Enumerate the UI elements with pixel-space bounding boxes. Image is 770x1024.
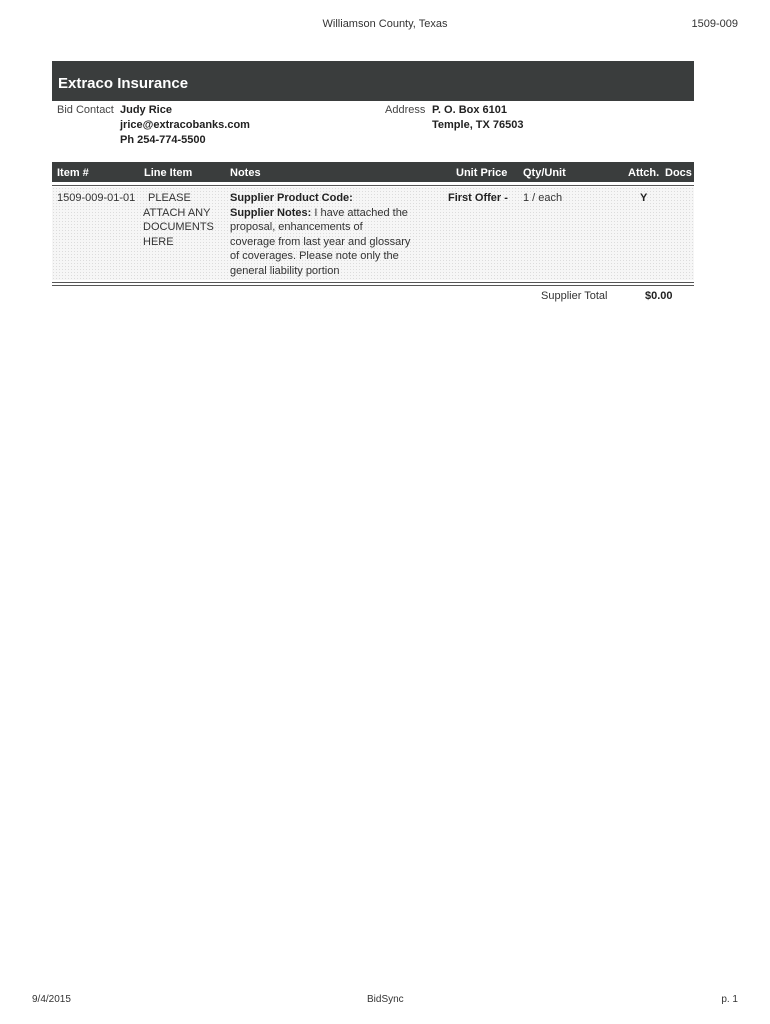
col-docs: Docs	[665, 167, 692, 179]
contact-phone: Ph 254-774-5500	[120, 134, 206, 146]
line-item-description	[143, 191, 214, 249]
footer-page-number: p. 1	[721, 994, 738, 1005]
col-item-number: Item #	[57, 167, 89, 179]
notes-text-1: I have attached the	[314, 206, 408, 219]
table-top-rule	[52, 185, 694, 186]
product-code-label: Supplier Product Code:	[230, 192, 353, 204]
address-info	[432, 103, 524, 133]
line-item-text-3: DOCUMENTS	[143, 221, 214, 234]
vendor-name: Extraco Insurance	[58, 75, 189, 92]
qty-unit: 1 / each	[523, 192, 563, 204]
col-notes: Notes	[230, 167, 261, 179]
supplier-total-value: $0.00	[645, 290, 673, 302]
contact-email: jrice@extracobanks.com	[120, 119, 250, 131]
contact-name: Judy Rice	[120, 104, 172, 116]
notes-text-2: proposal, enhancements of	[230, 221, 363, 234]
supplier-notes-label: Supplier Notes:	[230, 206, 312, 219]
col-line-item: Line Item	[144, 167, 193, 179]
table-bottom-rule-2	[52, 285, 694, 286]
line-item-text-2: ATTACH ANY	[143, 206, 211, 219]
supplier-total-label: Supplier Total	[541, 290, 608, 302]
attachment-flag: Y	[640, 192, 648, 204]
table-bottom-rule	[52, 282, 694, 283]
county-title: Williamson County, Texas	[322, 18, 448, 30]
document-number: 1509-009	[691, 18, 738, 30]
col-qty-unit: Qty/Unit	[523, 167, 566, 179]
unit-price: First Offer -	[448, 192, 508, 204]
supplier-notes	[230, 191, 410, 279]
notes-text-5: general liability portion	[230, 264, 340, 277]
item-number: 1509-009-01-01	[57, 192, 136, 204]
address-line2: Temple, TX 76503	[432, 119, 524, 131]
line-items-table-header	[52, 162, 694, 182]
address-line1: P. O. Box 6101	[432, 104, 508, 116]
col-unit-price: Unit Price	[456, 167, 508, 179]
footer-center: BidSync	[367, 994, 404, 1005]
vendor-banner	[52, 61, 694, 101]
bid-contact-info	[120, 103, 250, 148]
notes-text-4: of coverages. Please note only the	[230, 250, 399, 263]
bid-contact-label: Bid Contact	[57, 104, 114, 116]
line-item-text-1: PLEASE	[148, 192, 191, 204]
notes-text-3: coverage from last year and glossary	[230, 235, 411, 248]
col-attachments: Attch.	[628, 167, 660, 179]
line-item-text-4: HERE	[143, 235, 174, 248]
footer-date: 9/4/2015	[32, 994, 71, 1005]
address-label: Address	[385, 104, 426, 116]
